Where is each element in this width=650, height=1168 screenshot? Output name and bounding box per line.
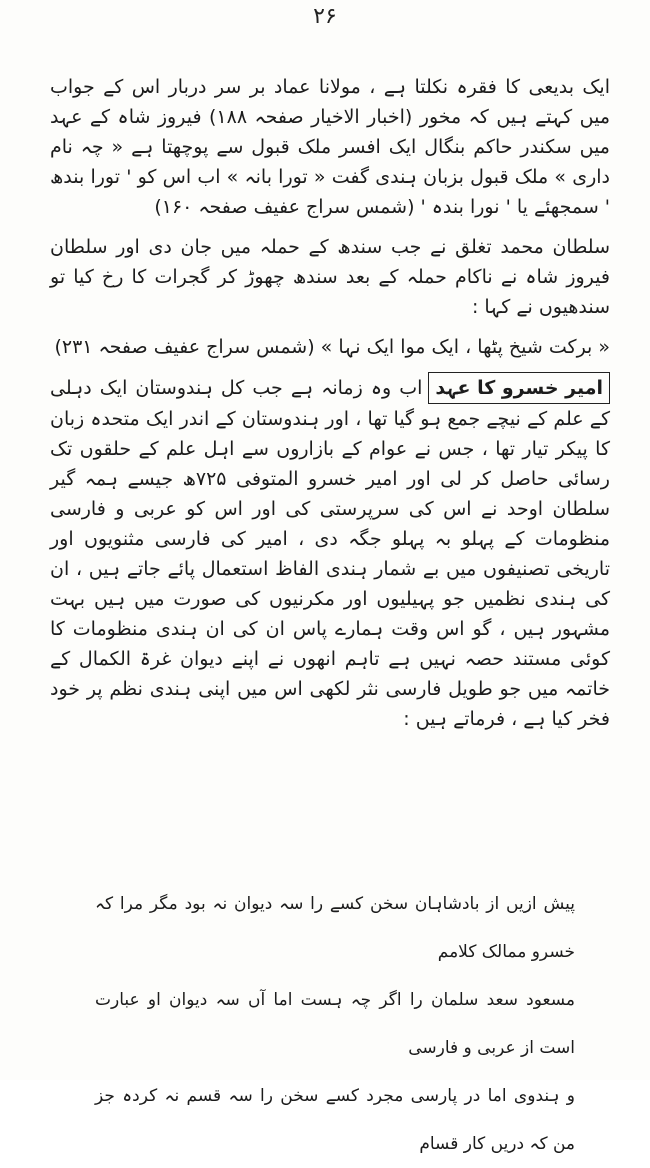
- paragraph-1: ایک بدیعی کا فقرہ نکلتا ہے ، مولانا عماد بر سر دربار اس کے جواب میں کہتے ہیں کہ مخور (اخبار الاخیار صفحہ ۱۸۸) فیروز شاہ کے عہد میں سکندر حاکم بنگال ایک افسر ملک قبول سے پوچھتا ہے « چہ نام داری » ملک قبول بزبان ہندی گفت « تورا بانہ » اب اس کو ' تورا بندھ ' سمجھئے یا ' نورا بندہ ' (شمس سراج عفیف صفحہ ۱۶۰): [50, 76, 611, 218]
- quote-line-1: پیش ازیں از بادشاہان سخن کسے را سہ دیوان نہ بود مگر مرا کہ خسرو ممالک کلامم: [95, 894, 575, 962]
- body-text: [50, 72, 610, 744]
- paragraph-3: « برکت شیخ پٹھا ، ایک موا ایک نہا » (شمس سراج عفیف صفحہ ۲۳۱): [54, 336, 610, 358]
- paragraph-2: سلطان محمد تغلق نے جب سندھ کے حملہ میں جان دی اور سلطان فیروز شاہ نے ناکام حملہ کے بعد سندھ چھوڑ کر گجرات کا رخ کیا تو سندھیوں نے کہا :: [50, 236, 610, 318]
- section-text: اب وہ زمانہ ہے جب کل ہندوستان ایک دہلی کے علم کے نیچے جمع ہو گیا تھا ، اور ہندوستان کے اندر ایک متحدہ زبان کا پیکر تیار تھا ، جس نے عوام کے بازاروں سے اہل علم کے حلقوں تک رسائی حاصل کر لی اور امیر خسرو المتوفی ۷۲۵ھ جیسے ہمہ گیر سلطان اوحد نے اس کی سرپرستی کی اور اس کو عربی و فارسی منظومات کے پہلو بہ پہلو جگہ دی ، امیر کی فارسی مثنویوں اور تاریخی تصنیفوں میں بے شمار ہندی الفاظ استعمال پائے جاتے ہیں ، ان کی ہندی نظمیں جو پہیلیوں اور مکرنیوں کی صورت میں ہیں بہت مشہور ہیں ، گو اس وقت ہمارے پاس ان کی ان ہندی منظومات کا کوئی مستند حصہ نہیں ہے تاہم انھوں نے اپنے دیوان غرۃ الکمال کے خاتمہ میں جو طویل فارسی نثر لکھی اس میں اپنی ہندی نظم پر خود فخر کیا ہے ، فرماتے ہیں :: [50, 377, 610, 730]
- quote-line-3: و ہندوی اما در پارسی مجرد کسے سخن را سہ قسم نہ کردہ جز من کہ دریں کار قسام: [95, 1086, 575, 1154]
- section-paragraph: [50, 372, 610, 734]
- section-heading: امیر خسرو کا عہد: [428, 372, 610, 404]
- quote-line-2: مسعود سعد سلمان را اگر چہ ہست اما آں سہ دیوان او عبارت است از عربی و فارسی: [95, 990, 575, 1058]
- persian-quote: [95, 880, 575, 1168]
- page-number: ۲۶: [313, 4, 337, 29]
